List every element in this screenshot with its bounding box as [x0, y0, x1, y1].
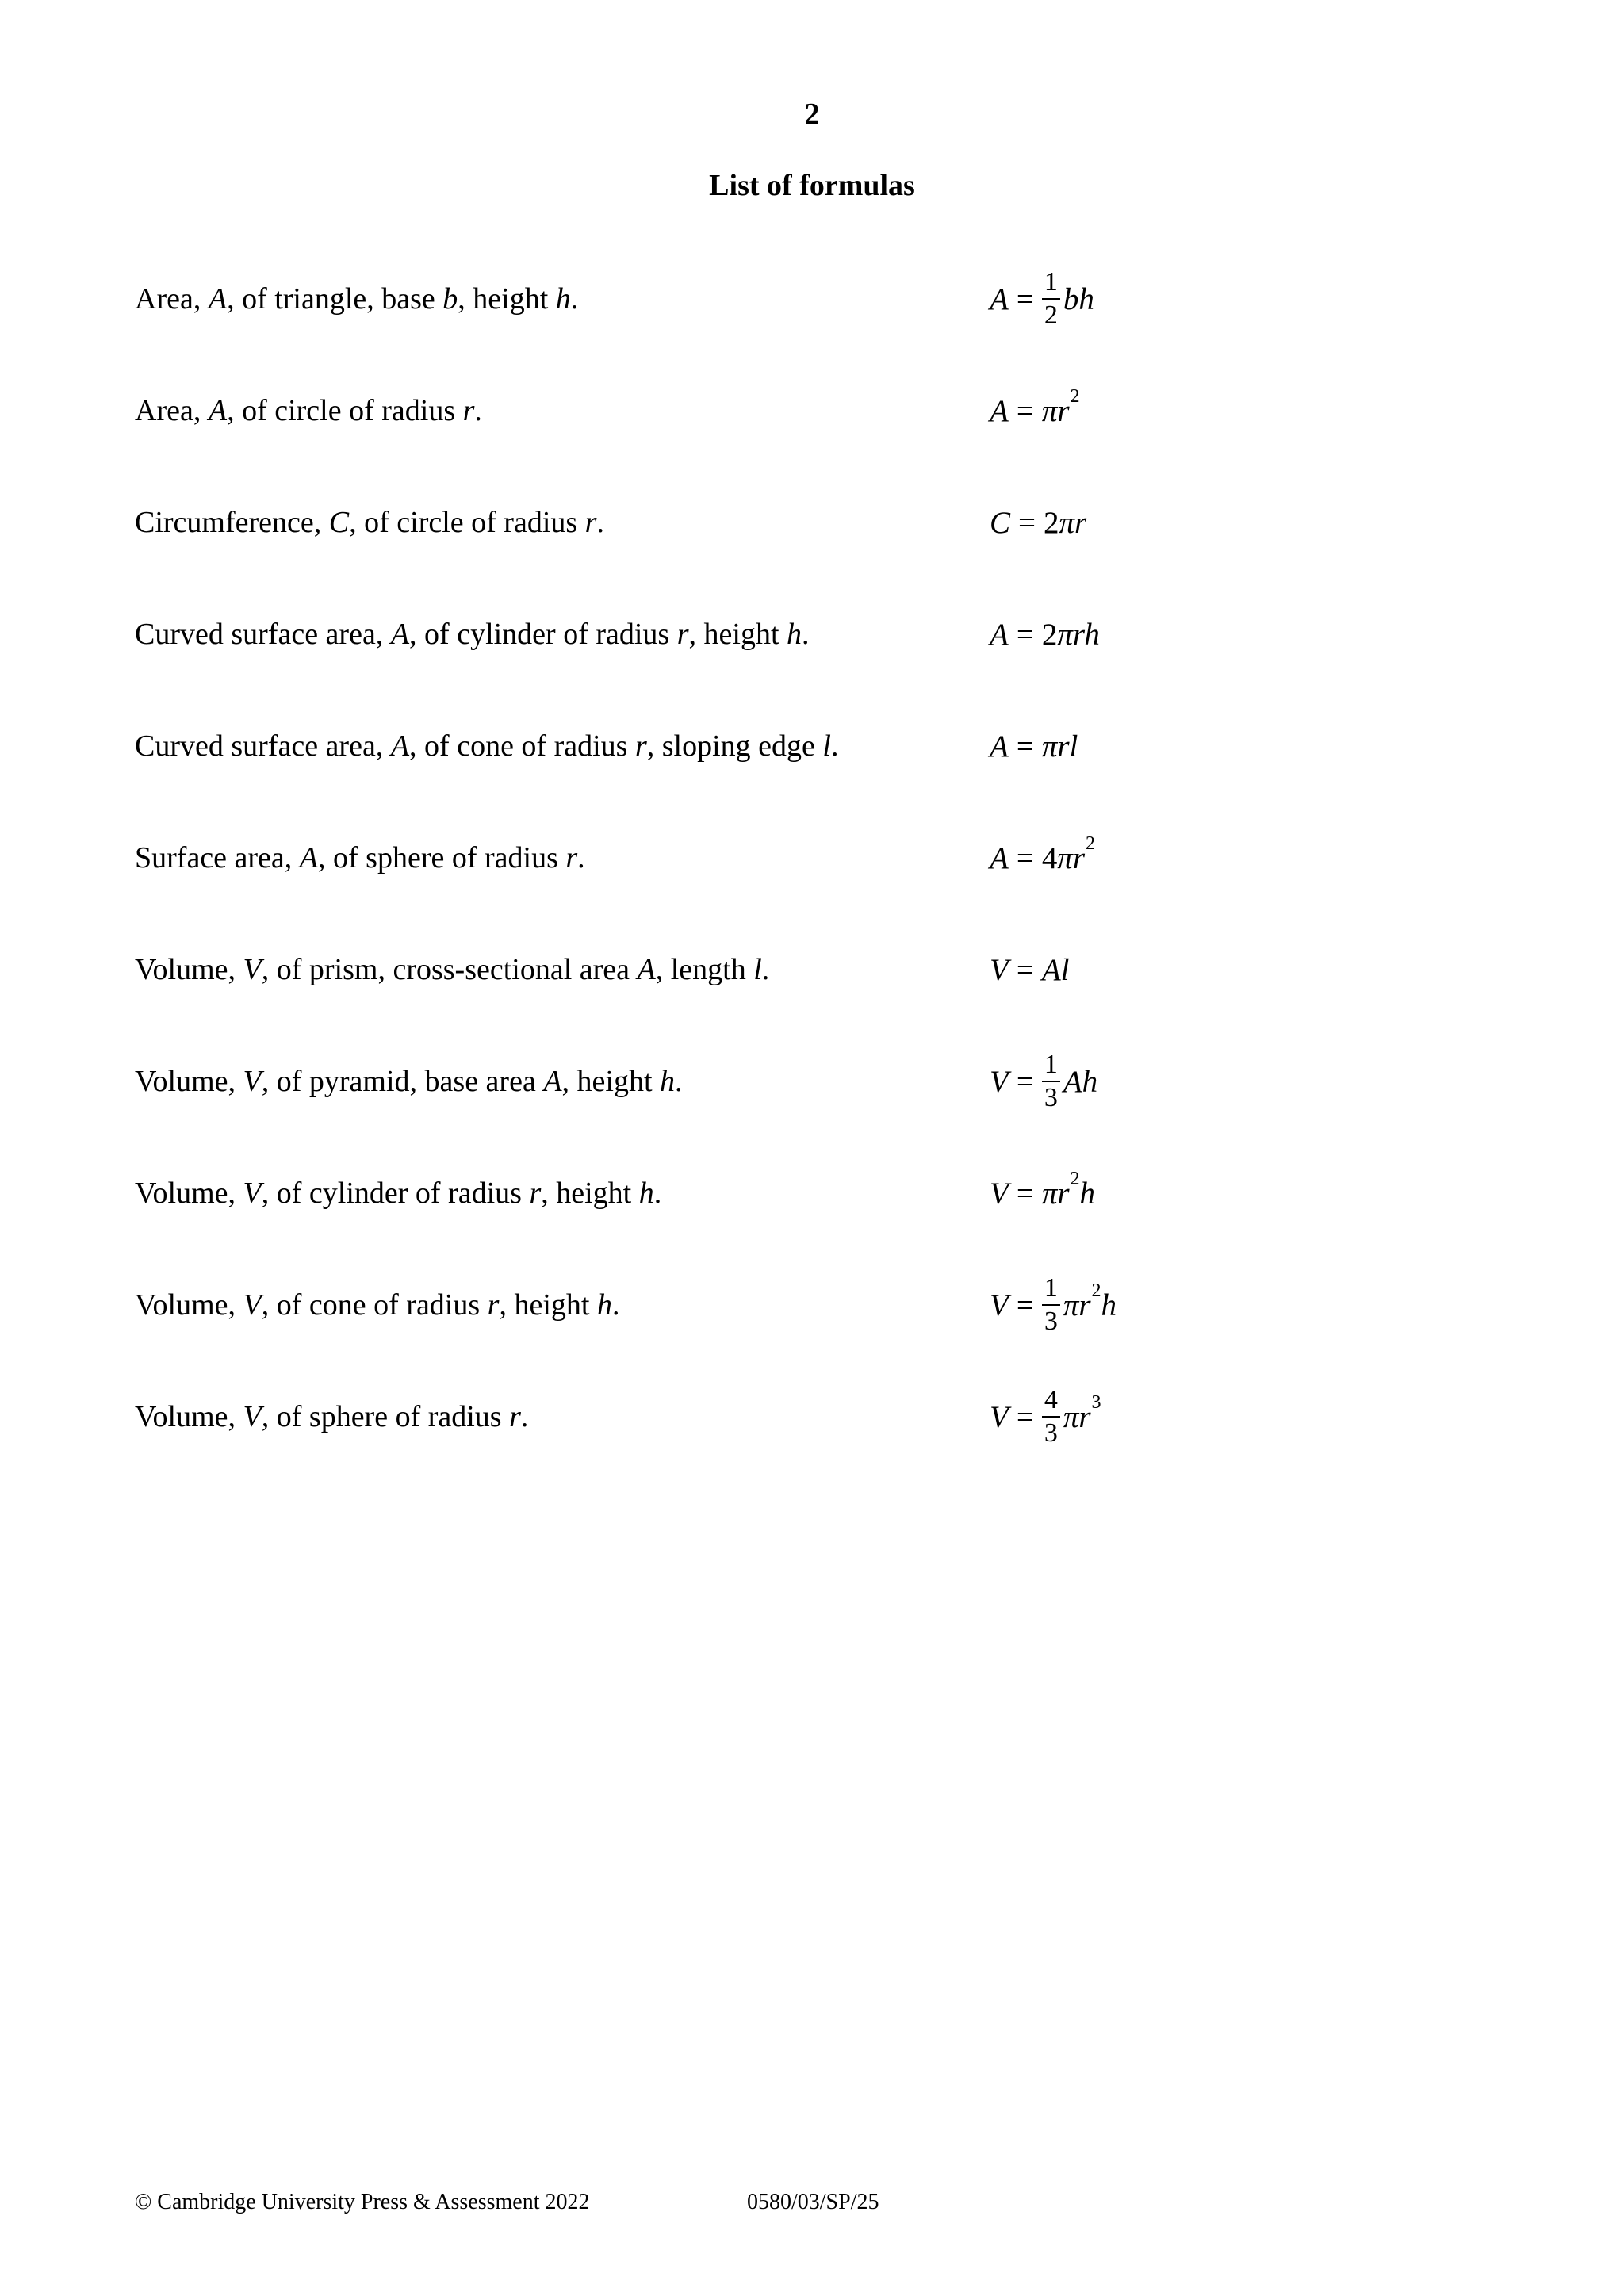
- description-text: Surface area,: [135, 841, 300, 874]
- variable-text: h: [555, 282, 571, 316]
- exponent: 2: [1070, 385, 1080, 407]
- fraction-denominator: 3: [1044, 1418, 1058, 1448]
- formula-description: [135, 479, 604, 566]
- description-text: Volume,: [135, 1400, 243, 1433]
- page-number: 2: [804, 98, 820, 131]
- description-text: , height: [561, 1065, 661, 1098]
- description-text: Curved surface area,: [135, 729, 391, 763]
- description-text: , height: [541, 1177, 639, 1210]
- variable-text: h: [638, 1177, 654, 1210]
- description-text: .: [577, 841, 585, 874]
- fraction: [1042, 269, 1060, 329]
- equals-sign: =: [1016, 1176, 1034, 1211]
- formula-description: [135, 1261, 619, 1349]
- description-text: , of cone of radius: [261, 1288, 488, 1322]
- coefficient: 2: [1041, 617, 1058, 652]
- equals-sign: =: [1018, 505, 1036, 540]
- variable-text: V: [243, 1400, 262, 1433]
- description-text: , sloping edge: [646, 729, 823, 763]
- variable-text: r: [676, 618, 689, 651]
- description-text: , height: [458, 282, 556, 316]
- formula-row: [0, 1038, 1624, 1125]
- description-text: , height: [499, 1288, 597, 1322]
- description-text: , of circle of radius: [227, 394, 463, 427]
- formula-expression: [990, 479, 1086, 566]
- description-text: Volume,: [135, 1288, 243, 1322]
- formula-row: [0, 591, 1624, 678]
- variable-text: A: [208, 394, 228, 427]
- formula-symbol: V: [990, 1399, 1009, 1434]
- formula-symbol: h: [1101, 1288, 1117, 1322]
- variable-text: r: [634, 729, 647, 763]
- variable-text: h: [596, 1288, 612, 1322]
- exponent: 2: [1086, 832, 1096, 854]
- formula-row: [0, 1150, 1624, 1237]
- description-text: Area,: [135, 394, 209, 427]
- description-text: , of sphere of radius: [261, 1400, 510, 1433]
- fraction: [1042, 1275, 1060, 1335]
- fraction-denominator: 3: [1044, 1307, 1058, 1336]
- formula-description: [135, 367, 482, 454]
- description-text: .: [520, 1400, 529, 1433]
- description-text: , of prism, cross-sectional area: [261, 953, 638, 986]
- formula-expression: [990, 1150, 1095, 1237]
- formula-symbol: πr: [1041, 393, 1070, 428]
- equals-sign: =: [1016, 281, 1034, 316]
- description-text: , of cylinder of radius: [409, 618, 677, 651]
- variable-text: A: [543, 1065, 562, 1098]
- formula-row: [0, 367, 1624, 454]
- description-text: Volume,: [135, 1177, 243, 1210]
- formula-description: [135, 814, 585, 901]
- formula-symbol: πr: [1057, 840, 1086, 875]
- description-text: .: [611, 1288, 620, 1322]
- variable-text: V: [243, 1065, 262, 1098]
- formula-symbol: πr: [1059, 505, 1087, 540]
- formula-expression: [990, 926, 1070, 1013]
- variable-text: V: [243, 1177, 262, 1210]
- formula-symbol: A: [990, 729, 1009, 763]
- formula-row: [0, 702, 1624, 790]
- description-text: .: [802, 618, 810, 651]
- fraction-denominator: 2: [1044, 300, 1058, 330]
- formula-symbol: Al: [1041, 952, 1070, 987]
- formula-symbol: πr: [1063, 1288, 1091, 1322]
- description-text: , length: [655, 953, 754, 986]
- fraction: [1042, 1387, 1060, 1447]
- formula-description: [135, 702, 838, 790]
- description-text: .: [830, 729, 839, 763]
- formula-symbol: bh: [1063, 281, 1094, 316]
- formula-symbol: πr: [1041, 1176, 1070, 1211]
- formula-row: [0, 926, 1624, 1013]
- variable-text: A: [299, 841, 319, 874]
- variable-text: V: [243, 1288, 262, 1322]
- formula-symbol: V: [990, 1176, 1009, 1211]
- formula-symbol: A: [990, 840, 1009, 875]
- variable-text: A: [390, 618, 410, 651]
- formula-symbol: Ah: [1063, 1064, 1098, 1099]
- variable-text: A: [390, 729, 410, 763]
- description-text: , of sphere of radius: [318, 841, 566, 874]
- formula-symbol: h: [1079, 1176, 1096, 1211]
- formula-expression: [990, 591, 1100, 678]
- equals-sign: =: [1016, 1064, 1034, 1099]
- description-text: Curved surface area,: [135, 618, 391, 651]
- variable-text: h: [660, 1065, 676, 1098]
- footer-copyright: © Cambridge University Press & Assessment 2022: [135, 2190, 590, 2214]
- fraction-numerator: 1: [1042, 269, 1060, 300]
- formula-symbol: πr: [1063, 1399, 1091, 1434]
- formula-symbol: πrh: [1057, 617, 1100, 652]
- formula-symbol: A: [990, 281, 1009, 316]
- formula-description: [135, 591, 810, 678]
- exponent: 2: [1070, 1168, 1080, 1189]
- formula-row: [0, 814, 1624, 901]
- description-text: , of cone of radius: [409, 729, 635, 763]
- variable-text: r: [529, 1177, 542, 1210]
- fraction-numerator: 4: [1042, 1387, 1060, 1418]
- variable-text: r: [565, 841, 578, 874]
- equals-sign: =: [1016, 729, 1034, 763]
- formula-symbol: V: [990, 1064, 1009, 1099]
- equals-sign: =: [1016, 1288, 1034, 1322]
- variable-text: V: [243, 953, 262, 986]
- formula-symbol: A: [990, 393, 1009, 428]
- formula-row: [0, 1373, 1624, 1460]
- equals-sign: =: [1016, 840, 1034, 875]
- variable-text: C: [328, 506, 350, 539]
- page-title: List of formulas: [709, 169, 915, 202]
- exponent: 2: [1091, 1280, 1101, 1301]
- formula-symbol: A: [990, 617, 1009, 652]
- variable-text: A: [208, 282, 228, 316]
- equals-sign: =: [1016, 952, 1034, 987]
- formula-description: [135, 255, 578, 342]
- description-text: .: [653, 1177, 662, 1210]
- description-text: , of pyramid, base area: [261, 1065, 544, 1098]
- formula-row: [0, 1261, 1624, 1349]
- description-text: , height: [688, 618, 787, 651]
- fraction-numerator: 1: [1042, 1275, 1060, 1306]
- description-text: Volume,: [135, 1065, 243, 1098]
- description-text: , of triangle, base: [227, 282, 443, 316]
- equals-sign: =: [1016, 617, 1034, 652]
- variable-text: r: [487, 1288, 500, 1322]
- formula-expression: [990, 814, 1095, 901]
- formula-expression: [990, 1038, 1097, 1125]
- fraction: [1042, 1051, 1060, 1112]
- description-text: .: [596, 506, 604, 539]
- variable-text: l: [822, 729, 831, 763]
- coefficient: 2: [1044, 505, 1059, 540]
- description-text: , of circle of radius: [349, 506, 585, 539]
- formula-symbol: C: [990, 505, 1011, 540]
- variable-text: r: [509, 1400, 521, 1433]
- formula-symbol: V: [990, 952, 1009, 987]
- formula-description: [135, 1038, 683, 1125]
- variable-text: b: [442, 282, 458, 316]
- fraction-denominator: 3: [1044, 1083, 1058, 1112]
- formula-symbol: V: [990, 1288, 1009, 1322]
- equals-sign: =: [1016, 1399, 1034, 1434]
- formula-description: [135, 926, 769, 1013]
- variable-text: A: [637, 953, 656, 986]
- variable-text: r: [462, 394, 475, 427]
- description-text: .: [570, 282, 579, 316]
- formula-expression: [990, 367, 1080, 454]
- formula-expression: [990, 1373, 1101, 1460]
- formula-expression: [990, 1261, 1116, 1349]
- coefficient: 4: [1041, 840, 1058, 875]
- formula-row: [0, 255, 1624, 342]
- description-text: .: [474, 394, 482, 427]
- variable-text: r: [584, 506, 597, 539]
- description-text: .: [761, 953, 770, 986]
- formula-expression: [990, 255, 1094, 342]
- variable-text: h: [787, 618, 802, 651]
- footer-code: 0580/03/SP/25: [747, 2190, 879, 2214]
- formula-expression: [990, 702, 1078, 790]
- formula-symbol: πrl: [1041, 729, 1078, 763]
- description-text: Volume,: [135, 953, 243, 986]
- formula-description: [135, 1373, 528, 1460]
- description-text: Area,: [135, 282, 209, 316]
- exponent: 3: [1091, 1391, 1101, 1413]
- description-text: , of cylinder of radius: [261, 1177, 530, 1210]
- formula-description: [135, 1150, 661, 1237]
- description-text: .: [675, 1065, 683, 1098]
- formula-row: [0, 479, 1624, 566]
- variable-text: l: [753, 953, 762, 986]
- fraction-numerator: 1: [1042, 1051, 1060, 1082]
- description-text: Circumference,: [135, 506, 329, 539]
- equals-sign: =: [1016, 393, 1034, 428]
